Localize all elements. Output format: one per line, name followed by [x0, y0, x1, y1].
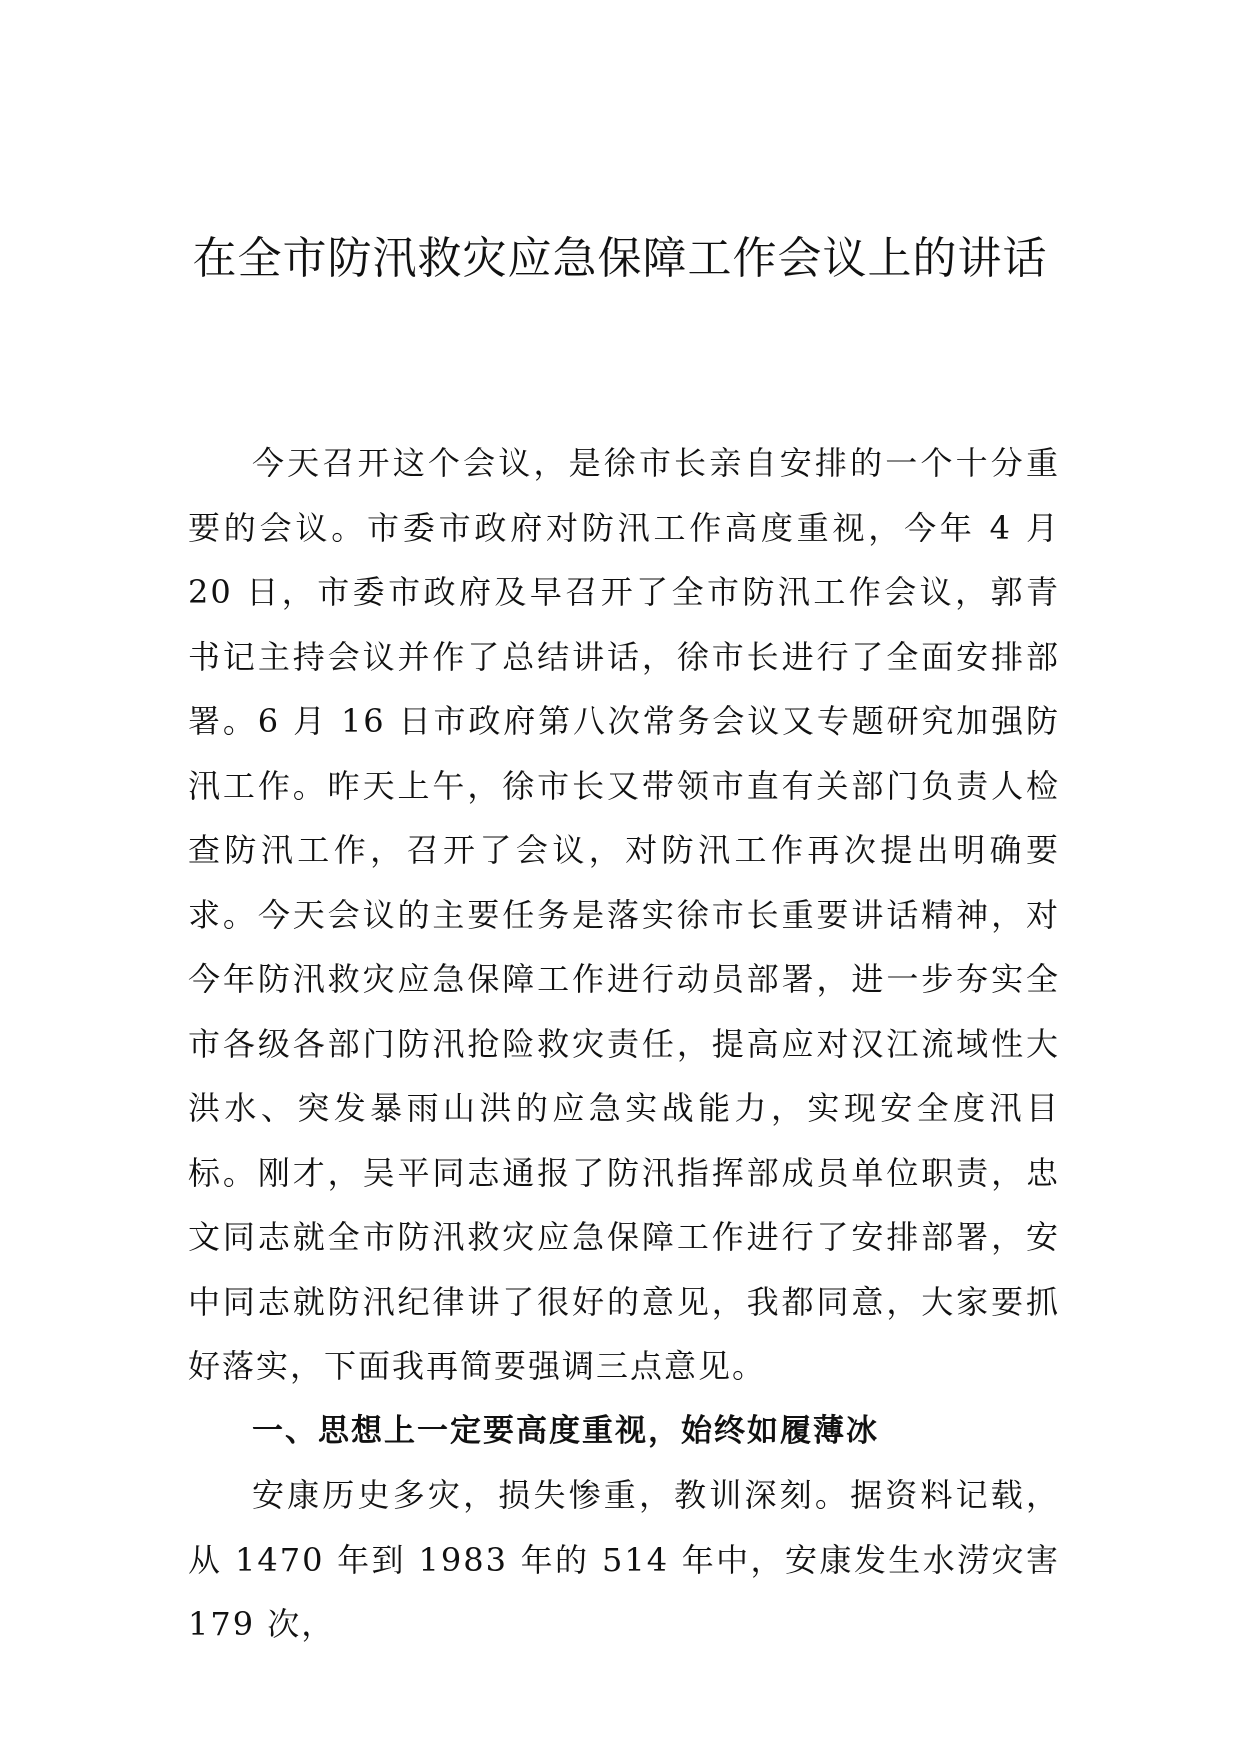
section-heading-1: 一、思想上一定要高度重视，始终如履薄冰 [252, 1412, 879, 1449]
document-body [188, 431, 1060, 1657]
section-1-paragraph: 安康历史多灾，损失惨重，教训深刻。据资料记载，从 1470 年到 1983 年的 514 年中，安康发生水涝灾害 179 次， [188, 1476, 1060, 1643]
intro-paragraph: 今天召开这个会议，是徐市长亲自安排的一个十分重要的会议。市委市政府对防汛工作高度重视，今年 4 月 20 日，市委市政府及早召开了全市防汛工作会议，郭青书记主持会议并作了总结讲话，徐市长进行了全面安排部署。6 月 16 日市政府第八次常务会议又专题研究加强防汛工作。昨天上午，徐市长又带领市直有关部门负责人检查防汛工作，召开了会议，对防汛工作再次提出明确要求。今天会议的主要任务是落实徐市长重要讲话精神，对今年防汛救灾应急保障工作进行动员部署，进一步夯实全市各级各部门防汛抢险救灾责任，提高应对汉江流域性大洪水、突发暴雨山洪的应急实战能力，实现安全度汛目标。刚才，吴平同志通报了防汛指挥部成员单位职责，忠文同志就全市防汛救灾应急保障工作进行了安排部署，安中同志就防汛纪律讲了很好的意见，我都同意，大家要抓好落实，下面我再简要强调三点意见。 [188, 444, 1060, 1385]
document-title: 在全市防汛救灾应急保障工作会议上的讲话 [192, 233, 1048, 284]
